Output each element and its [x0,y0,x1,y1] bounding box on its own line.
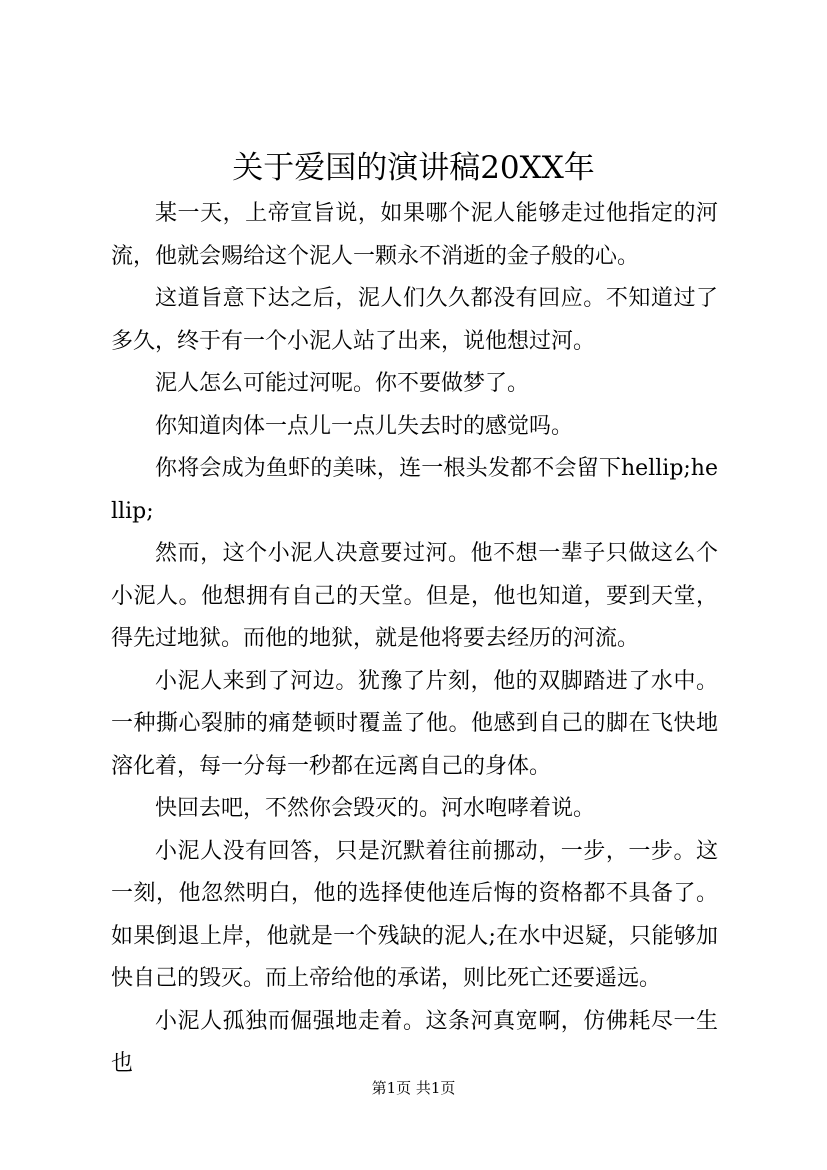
paragraph: 小泥人没有回答，只是沉默着往前挪动，一步，一步。这一刻，他忽然明白，他的选择使他连后悔的资格都不具备了。如果倒退上岸，他就是一个残缺的泥人;在水中迟疑，只能够加快自己的毁灭。而上帝给他的承诺，则比死亡还要遥远。 [111,838,718,991]
document-title: 关于爱国的演讲稿20XX年 [232,150,595,186]
paragraph: 小泥人孤独而倔强地走着。这条河真宽啊，仿佛耗尽一生也 [111,1008,718,1076]
paragraph: 某一天，上帝宣旨说，如果哪个泥人能够走过他指定的河流，他就会赐给这个泥人一颗永不消逝的金子般的心。 [111,201,718,269]
paragraph: 你知道肉体一点儿一点儿失去时的感觉吗。 [155,413,574,439]
page-number-footer: 第1页 共1页 [371,1079,456,1097]
document-body [111,193,718,1086]
paragraph: 泥人怎么可能过河呢。你不要做梦了。 [155,371,530,396]
paragraph: 小泥人来到了河边。犹豫了片刻，他的双脚踏进了水中。一种撕心裂肺的痛楚顿时覆盖了他。他感到自己的脚在飞快地溶化着，每一分每一秒都在远离自己的身体。 [111,668,718,779]
paragraph: 快回去吧，不然你会毁灭的。河水咆哮着说。 [155,796,596,821]
paragraph: 然而，这个小泥人决意要过河。他不想一辈子只做这么个小泥人。他想拥有自己的天堂。但是，他也知道，要到天堂，得先过地狱。而他的地狱，就是他将要去经历的河流。 [111,541,718,651]
paragraph: 你将会成为鱼虾的美味，连一根头发都不会留下hellip;hellip; [111,456,718,524]
paragraph: 这道旨意下达之后，泥人们久久都没有回应。不知道过了多久，终于有一个小泥人站了出来，说他想过河。 [111,286,718,354]
